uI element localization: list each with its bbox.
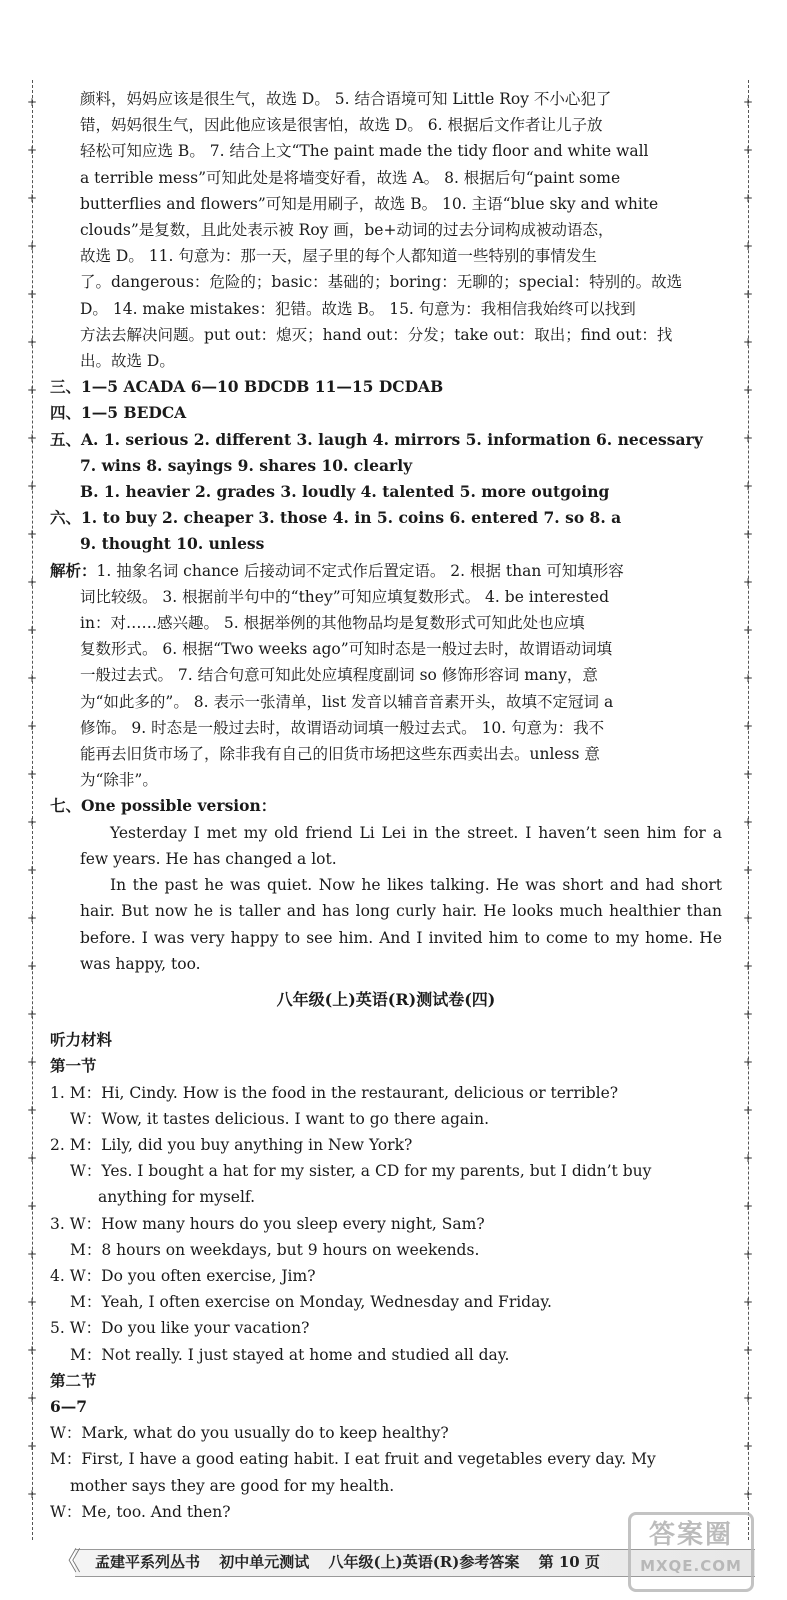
right-tick-mark: + [743,287,754,301]
left-tick-mark: + [27,479,38,493]
left-tick-mark: + [27,767,38,781]
left-tick-mark: + [27,383,38,397]
left-tick-mark: + [27,575,38,589]
left-tick-mark: + [27,1295,38,1309]
line: 修饰。 9. 时态是一般过去时，故谓语动词填一般过去式。 10. 句意为：我不 [80,718,605,737]
line: 了。dangerous：危险的；basic：基础的；boring：无聊的；special：特别的。故选 [80,273,683,292]
right-tick-mark: + [743,239,754,253]
footer-page-number: 第 10 页 [538,1553,600,1571]
right-tick-mark: + [743,527,754,541]
dialogue-line: W：Wow, it tastes delicious. I want to go there again. [70,1109,490,1128]
dialogue-line: W：Yes. I bought a hat for my sister, a CD for my parents, but I didn’t buy [70,1162,652,1181]
line: 复数形式。 6. 根据“Two weeks ago”可知时态是一般过去时，故谓语动词填 [80,640,613,659]
line: 解析：1. 抽象名词 chance 后接动词不定式作后置定语。 2. 根据 than 可知填形容 [50,560,624,580]
right-tick-mark: + [743,1151,754,1165]
left-tick-mark: + [27,431,38,445]
right-tick-mark: + [743,719,754,733]
left-tick-mark: + [27,143,38,157]
line: 为“如此多的”。 8. 表示一张清单，list 发音以辅音音素开头，故填不定冠词 a [80,692,614,711]
essay-paragraph-1: Yesterday I met my old friend Li Lei in the street. I haven’t seen him for a few years. He has changed a lot. [80,823,722,868]
conversation-line: M：First, I have a good eating habit. I eat fruit and vegetables every day. My [50,1450,656,1469]
left-tick-mark: + [27,1343,38,1357]
answer-page [50,86,722,1525]
conversation-line: W：Me, too. And then? [50,1502,231,1521]
right-tick-mark: + [743,1295,754,1309]
listening-label: 听力材料 [50,1030,113,1050]
right-tick-mark: + [743,911,754,925]
line: 能再去旧货市场了，除非我有自己的旧货市场把这些东西卖出去。unless 意 [80,745,600,764]
left-tick-mark: + [27,527,38,541]
conversation-line: mother says they are good for my health. [70,1476,395,1495]
footer-series: 孟建平系列丛书 [95,1553,201,1571]
left-tick-mark: + [27,1391,38,1405]
left-tick-mark: + [27,1439,38,1453]
line: 颜料，妈妈应该是很生气，故选 D。 5. 结合语境可知 Little Roy 不小心犯了 [80,90,612,108]
right-tick-mark: + [743,1007,754,1021]
right-tick-mark: + [743,335,754,349]
right-tick-mark: + [743,671,754,685]
dialogue-line: 5. W：Do you like your vacation? [50,1319,310,1338]
line: 错，妈妈很生气，因此他应该是很害怕，故选 D。 6. 根据后文作者让儿子放 [80,116,603,135]
line: clouds”是复数，且此处表示被 Roy 画，be+动词的过去分词构成被动语态， [80,221,614,240]
left-tick-mark: + [27,959,38,973]
left-tick-mark: + [27,191,38,205]
question-range: 6—7 [50,1396,88,1416]
conversation-line: W：Mark, what do you usually do to keep healthy? [50,1424,449,1443]
watermark-logo [628,1512,754,1592]
watermark-top-text: 答案圈 [648,1520,733,1550]
right-tick-mark: + [743,767,754,781]
right-tick-mark: + [743,575,754,589]
answers-section-2-explanations [50,86,722,374]
section-1-label: 第一节 [50,1056,97,1076]
left-tick-mark: + [27,1007,38,1021]
answers-part-5a-line1: 五、A. 1. serious 2. different 3. laugh 4. mirrors 5. information 6. necessary [50,429,703,449]
left-tick-mark: + [27,1103,38,1117]
dialogue-line: M：Yeah, I often exercise on Monday, Wednesday and Friday. [70,1293,552,1312]
left-tick-mark: + [27,1247,38,1261]
left-tick-mark: + [27,911,38,925]
line: butterflies and flowers”可知是用刷子，故选 B。 10. 主语“blue sky and white [80,194,659,213]
right-tick-mark: + [743,95,754,109]
left-tick-mark: + [27,95,38,109]
section-2-label: 第二节 [50,1370,97,1390]
footer-book: 初中单元测试 [219,1553,310,1571]
left-tick-mark: + [27,1055,38,1069]
line: a terrible mess”可知此处是将墙变好看，故选 A。 8. 根据后句“paint some [80,168,621,187]
right-tick-mark: + [743,1343,754,1357]
answers-part-6-line2: 9. thought 10. unless [80,534,265,554]
left-tick-mark: + [27,239,38,253]
dialogue-line: anything for myself. [98,1188,256,1207]
left-tick-mark: + [27,1199,38,1213]
right-tick-mark: + [743,1247,754,1261]
explanation-label: 解析： [50,560,97,580]
left-tick-mark: + [27,1151,38,1165]
line: 词比较级。 3. 根据前半句中的“they”可知应填复数形式。 4. be interested [80,587,609,606]
left-tick-mark: + [27,1487,38,1501]
dialogue-line: 1. M：Hi, Cindy. How is the food in the restaurant, delicious or terrible? [50,1083,619,1102]
answers-part-4: 四、1—5 BEDCA [50,403,187,423]
left-tick-mark: + [27,671,38,685]
essay-paragraph-2: In the past he was quiet. Now he likes talking. He was short and had short hair. But now he is taller and has long curly hair. He looks much healthier than before. I was very happy to see him. And I invited him to come to my home. He was happy, too. [80,876,722,973]
left-tick-mark: + [27,815,38,829]
watermark-bottom-text: MXQE.COM [640,1557,742,1575]
dialogue-line: M：Not really. I just stayed at home and studied all day. [70,1345,510,1364]
line: 为“除非”。 [80,771,158,790]
right-tick-mark: + [743,1199,754,1213]
right-tick-mark: + [743,1103,754,1117]
part-6-explanation [50,558,722,794]
line: 出。故选 D。 [80,352,175,371]
line: in：对……感兴趣。 5. 根据举例的其他物品均是复数形式可知此处也应填 [80,614,585,633]
right-tick-mark: + [743,431,754,445]
line: D。 14. make mistakes：犯错。故选 B。 15. 句意为：我相信我始终可以找到 [80,299,636,318]
dialogue-line: 4. W：Do you often exercise, Jim? [50,1266,316,1285]
test-4-title: 八年级(上)英语(R)测试卷(四) [276,989,496,1009]
answers-part-5b: B. 1. heavier 2. grades 3. loudly 4. talented 5. more outgoing [80,482,610,502]
answers-part-6-line1: 六、1. to buy 2. cheaper 3. those 4. in 5. coins 6. entered 7. so 8. a [50,508,622,528]
right-tick-mark: + [743,959,754,973]
right-tick-mark: + [743,815,754,829]
left-tick-mark: + [27,287,38,301]
right-tick-mark: + [743,1391,754,1405]
left-tick-mark: + [27,863,38,877]
right-tick-mark: + [743,383,754,397]
right-tick-mark: + [743,143,754,157]
part-7-label: 七、One possible version： [50,796,277,816]
right-tick-mark: + [743,1439,754,1453]
right-tick-mark: + [743,479,754,493]
right-tick-mark: + [743,1487,754,1501]
right-tick-mark: + [743,863,754,877]
answers-part-3: 三、1—5 ACADA 6—10 BDCDB 11—15 DCDAB [50,377,444,397]
line: 方法去解决问题。put out：熄灭；hand out：分发；take out：取出；find out：找 [80,325,673,344]
line: 故选 D。 11. 句意为：那一天，屋子里的每个人都知道一些特别的事情发生 [80,247,597,266]
footer-chevron-icon: 《 [55,1547,82,1577]
right-tick-mark: + [743,623,754,637]
dialogue-line: 2. M：Lily, did you buy anything in New York? [50,1135,413,1154]
line: 一般过去式。 7. 结合句意可知此处应填程度副词 so 修饰形容词 many，意 [80,666,598,685]
footer-subject: 八年级(上)英语(R)参考答案 [328,1553,520,1571]
footer-text [95,1545,614,1579]
left-tick-mark: + [27,623,38,637]
left-tick-mark: + [27,719,38,733]
right-tick-mark: + [743,1055,754,1069]
left-tick-mark: + [27,335,38,349]
line: 轻松可知应选 B。 7. 结合上文“The paint made the tidy floor and white wall [80,142,649,161]
right-tick-mark: + [743,191,754,205]
answers-part-5a-line2: 7. wins 8. sayings 9. shares 10. clearly [80,455,413,475]
dialogue-line: M：8 hours on weekdays, but 9 hours on weekends. [70,1240,480,1259]
dialogue-line: 3. W：How many hours do you sleep every night, Sam? [50,1214,485,1233]
